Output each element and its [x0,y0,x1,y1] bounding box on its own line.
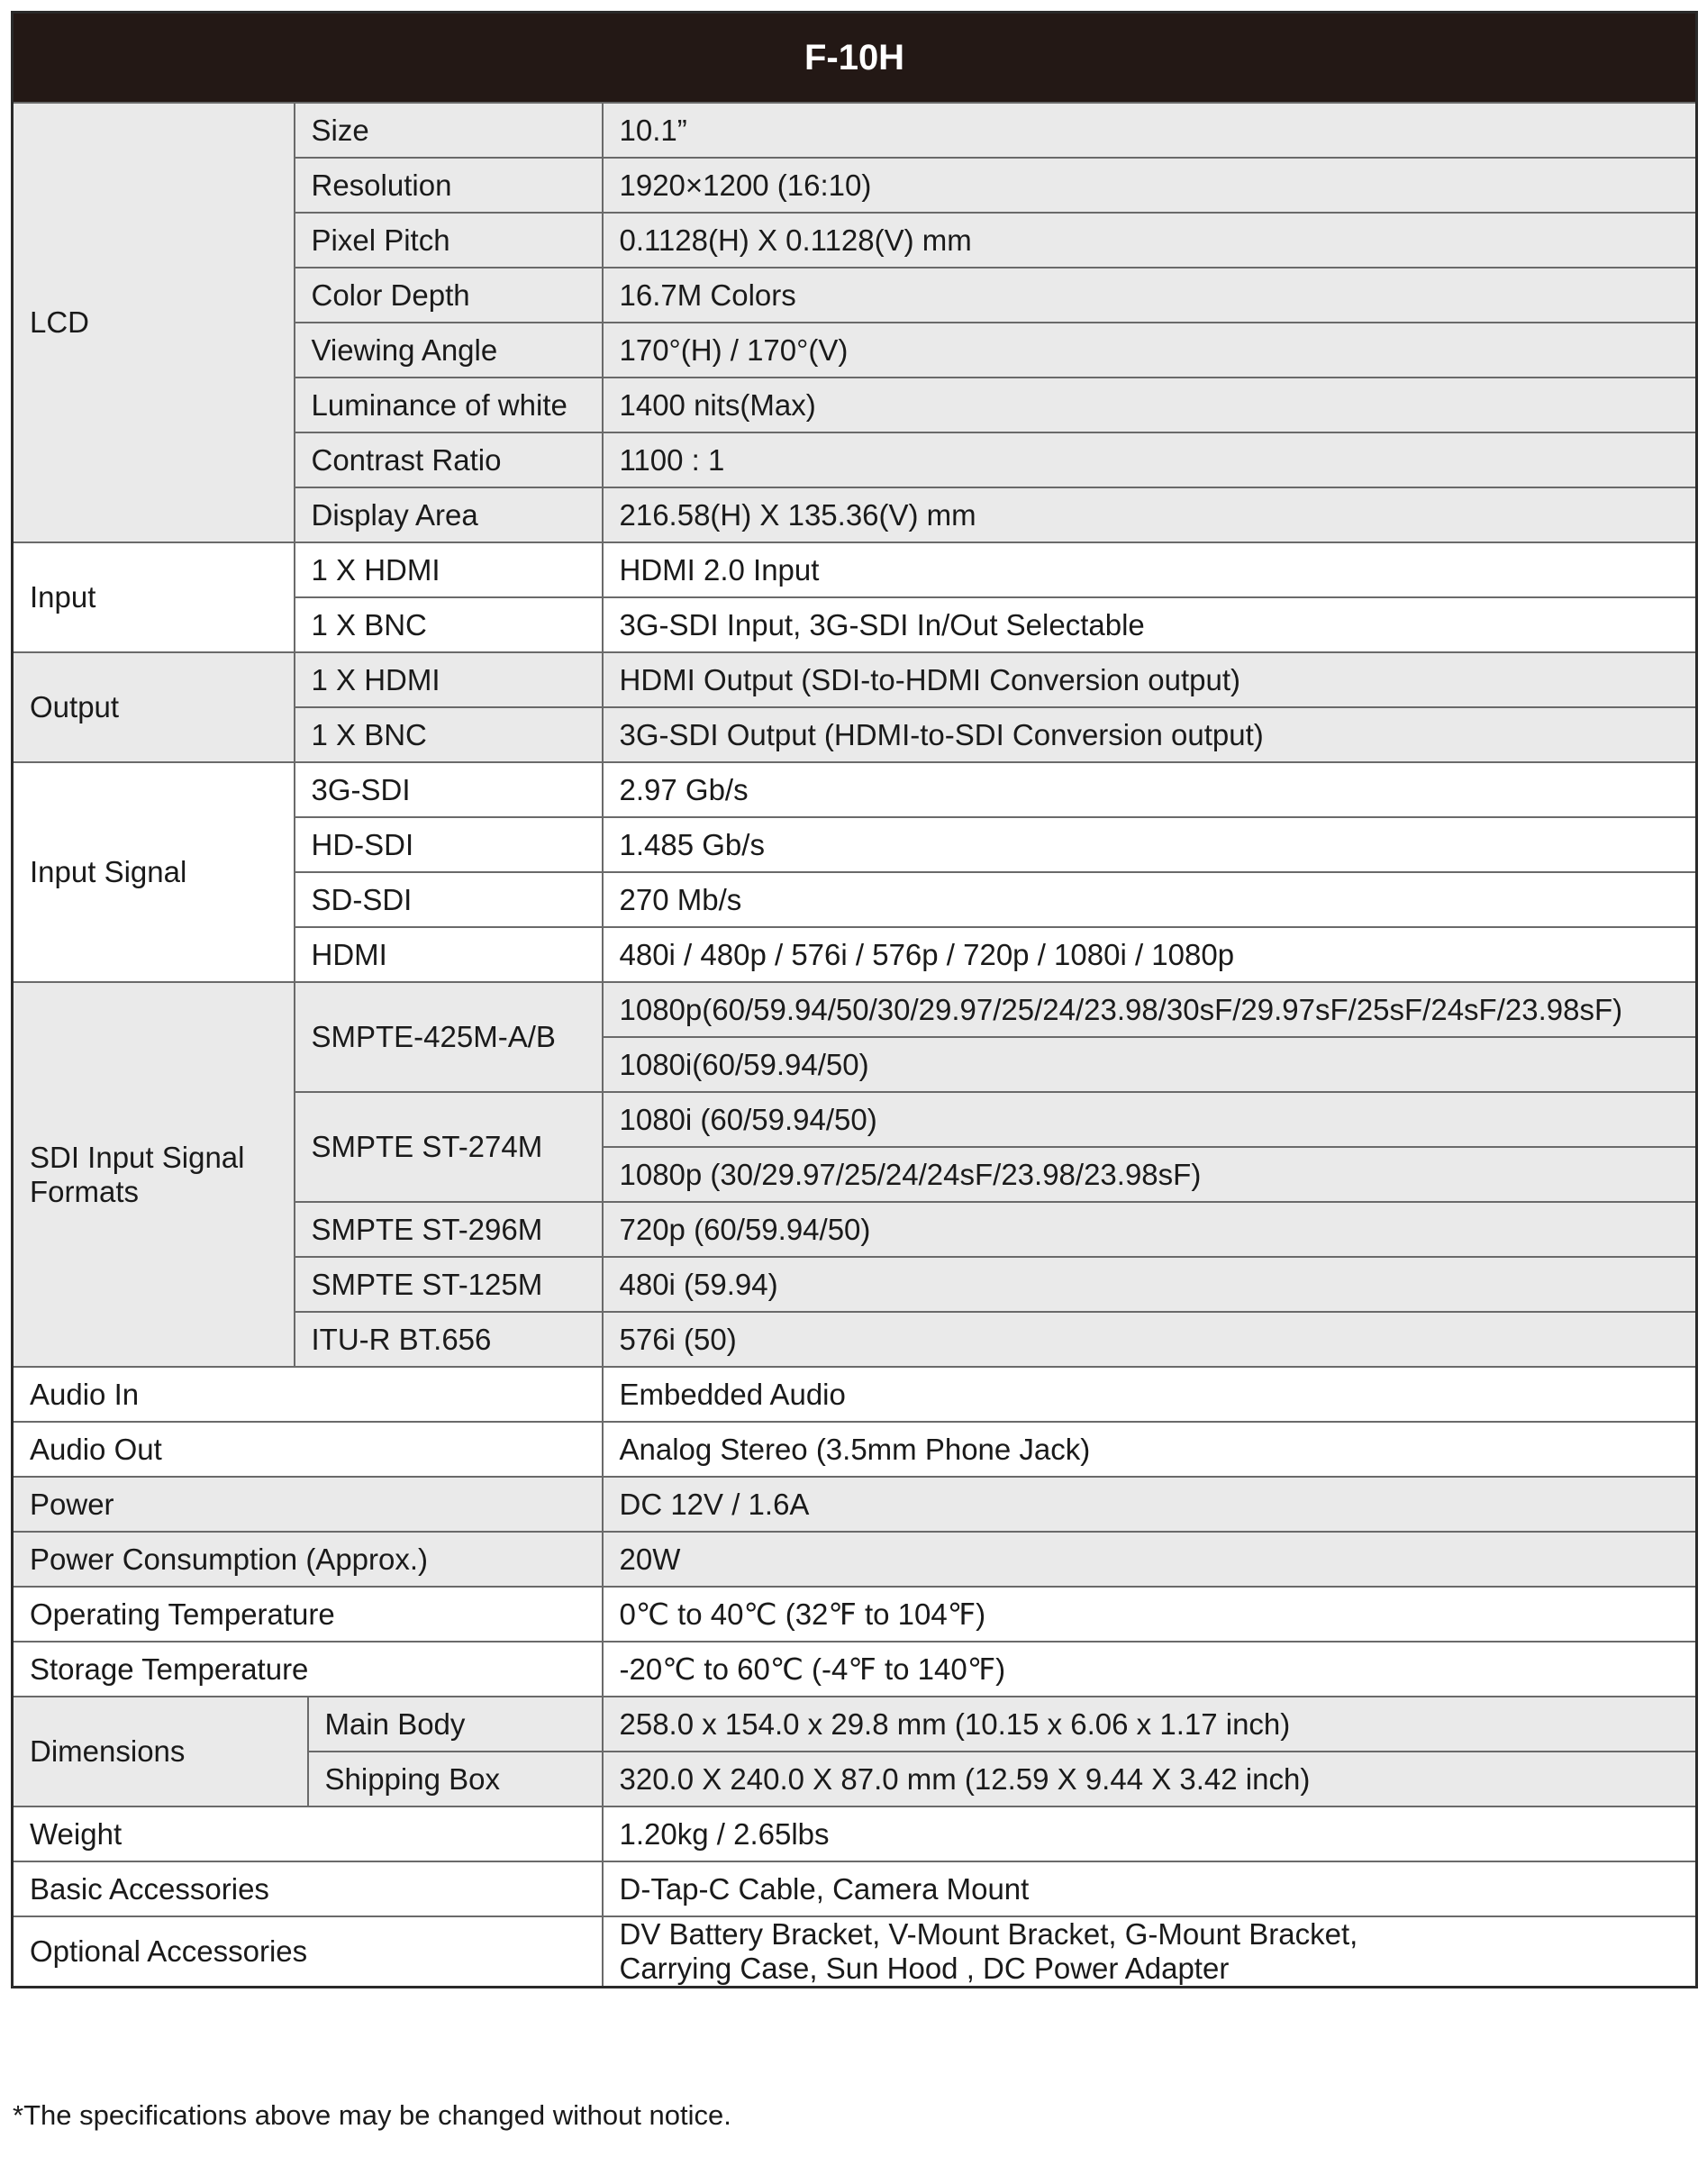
spec-value: 1.485 Gb/s [603,817,1697,872]
spec-name: 3G-SDI [295,762,603,817]
spec-value: 2.97 Gb/s [603,762,1697,817]
spec-value: 16.7M Colors [603,268,1697,323]
section-label-lcd: LCD [13,103,295,542]
table-row [13,762,1697,817]
table-row [13,1642,1697,1697]
table-row [13,1422,1697,1477]
table-row [13,982,1697,1037]
table-row [13,652,1697,707]
spec-value: D-Tap-C Cable, Camera Mount [603,1861,1697,1916]
spec-value: 0℃ to 40℃ (32℉ to 104℉) [603,1587,1697,1642]
spec-value: 1080i (60/59.94/50) [603,1092,1697,1147]
spec-name: Main Body [308,1697,603,1752]
spec-name: Audio Out [13,1422,603,1477]
section-label-line: SDI Input Signal [30,1140,245,1174]
spec-value: HDMI 2.0 Input [603,542,1697,597]
spec-name: HD-SDI [295,817,603,872]
spec-name: Contrast Ratio [295,432,603,487]
spec-value: HDMI Output (SDI-to-HDMI Conversion output) [603,652,1697,707]
spec-name: Operating Temperature [13,1587,603,1642]
spec-value: 0.1128(H) X 0.1128(V) mm [603,213,1697,268]
spec-value: Embedded Audio [603,1367,1697,1422]
spec-name: Size [295,103,603,158]
spec-table [11,11,1698,1988]
table-row [13,1532,1697,1587]
table-row [13,542,1697,597]
spec-name: ITU-R BT.656 [295,1312,603,1367]
table-row [13,1587,1697,1642]
spec-value: -20℃ to 60℃ (-4℉ to 140℉) [603,1642,1697,1697]
spec-name: Weight [13,1806,603,1861]
spec-value: 3G-SDI Output (HDMI-to-SDI Conversion output) [603,707,1697,762]
spec-value: 20W [603,1532,1697,1587]
section-label-sdi-formats [13,982,295,1367]
section-label-line: Formats [30,1174,140,1208]
spec-name: 1 X HDMI [295,652,603,707]
spec-name: 1 X BNC [295,597,603,652]
section-label-output: Output [13,652,295,762]
spec-name: Basic Accessories [13,1861,603,1916]
spec-name: Luminance of white [295,378,603,432]
spec-value: 258.0 x 154.0 x 29.8 mm (10.15 x 6.06 x 1.17 inch) [603,1697,1697,1752]
spec-value: 216.58(H) X 135.36(V) mm [603,487,1697,542]
spec-name: Display Area [295,487,603,542]
page-title: F-10H [13,13,1697,104]
spec-value: 1.20kg / 2.65lbs [603,1806,1697,1861]
spec-name: Optional Accessories [13,1916,603,1987]
section-label-input: Input [13,542,295,652]
spec-value: 320.0 X 240.0 X 87.0 mm (12.59 X 9.44 X 3.42 inch) [603,1752,1697,1806]
spec-value: 1080p (30/29.97/25/24/24sF/23.98/23.98sF) [603,1147,1697,1202]
spec-name: Power [13,1477,603,1532]
table-row [13,103,1697,158]
spec-name: 1 X BNC [295,707,603,762]
spec-value: 720p (60/59.94/50) [603,1202,1697,1257]
spec-name: Resolution [295,158,603,213]
title-row [13,13,1697,104]
spec-value: 1080p(60/59.94/50/30/29.97/25/24/23.98/30sF/29.97sF/25sF/24sF/23.98sF) [603,982,1697,1037]
spec-value: DC 12V / 1.6A [603,1477,1697,1532]
table-row [13,1697,1697,1752]
spec-value: 1100 : 1 [603,432,1697,487]
spec-name: Audio In [13,1367,603,1422]
table-row [13,1861,1697,1916]
spec-value [603,1916,1697,1987]
spec-value: 576i (50) [603,1312,1697,1367]
spec-value: 480i (59.94) [603,1257,1697,1312]
table-row [13,1806,1697,1861]
table-row [13,1916,1697,1987]
spec-name: SMPTE ST-296M [295,1202,603,1257]
spec-name: Pixel Pitch [295,213,603,268]
spec-name: Storage Temperature [13,1642,603,1697]
spec-name: SMPTE ST-274M [295,1092,603,1202]
spec-name: Power Consumption (Approx.) [13,1532,603,1587]
spec-sheet [11,11,1695,1988]
spec-name: 1 X HDMI [295,542,603,597]
spec-value: 270 Mb/s [603,872,1697,927]
table-row [13,1367,1697,1422]
spec-value: 10.1” [603,103,1697,158]
spec-value: 1920×1200 (16:10) [603,158,1697,213]
spec-value-line: Carrying Case, Sun Hood , DC Power Adapter [619,1951,1230,1985]
spec-name: Shipping Box [308,1752,603,1806]
section-label-dimensions: Dimensions [13,1697,308,1806]
spec-value: Analog Stereo (3.5mm Phone Jack) [603,1422,1697,1477]
spec-value: 170°(H) / 170°(V) [603,323,1697,378]
table-row [13,1477,1697,1532]
spec-value: 1080i(60/59.94/50) [603,1037,1697,1092]
spec-name: Viewing Angle [295,323,603,378]
spec-name: SD-SDI [295,872,603,927]
spec-name: Color Depth [295,268,603,323]
spec-name: SMPTE ST-125M [295,1257,603,1312]
footnote: *The specifications above may be changed without notice. [13,2099,731,2131]
section-label-input-signal: Input Signal [13,762,295,982]
spec-value: 1400 nits(Max) [603,378,1697,432]
spec-value: 480i / 480p / 576i / 576p / 720p / 1080i / 1080p [603,927,1697,982]
spec-value-line: DV Battery Bracket, V-Mount Bracket, G-Mount Bracket, [619,1917,1358,1951]
spec-name: SMPTE-425M-A/B [295,982,603,1092]
spec-value: 3G-SDI Input, 3G-SDI In/Out Selectable [603,597,1697,652]
spec-name: HDMI [295,927,603,982]
